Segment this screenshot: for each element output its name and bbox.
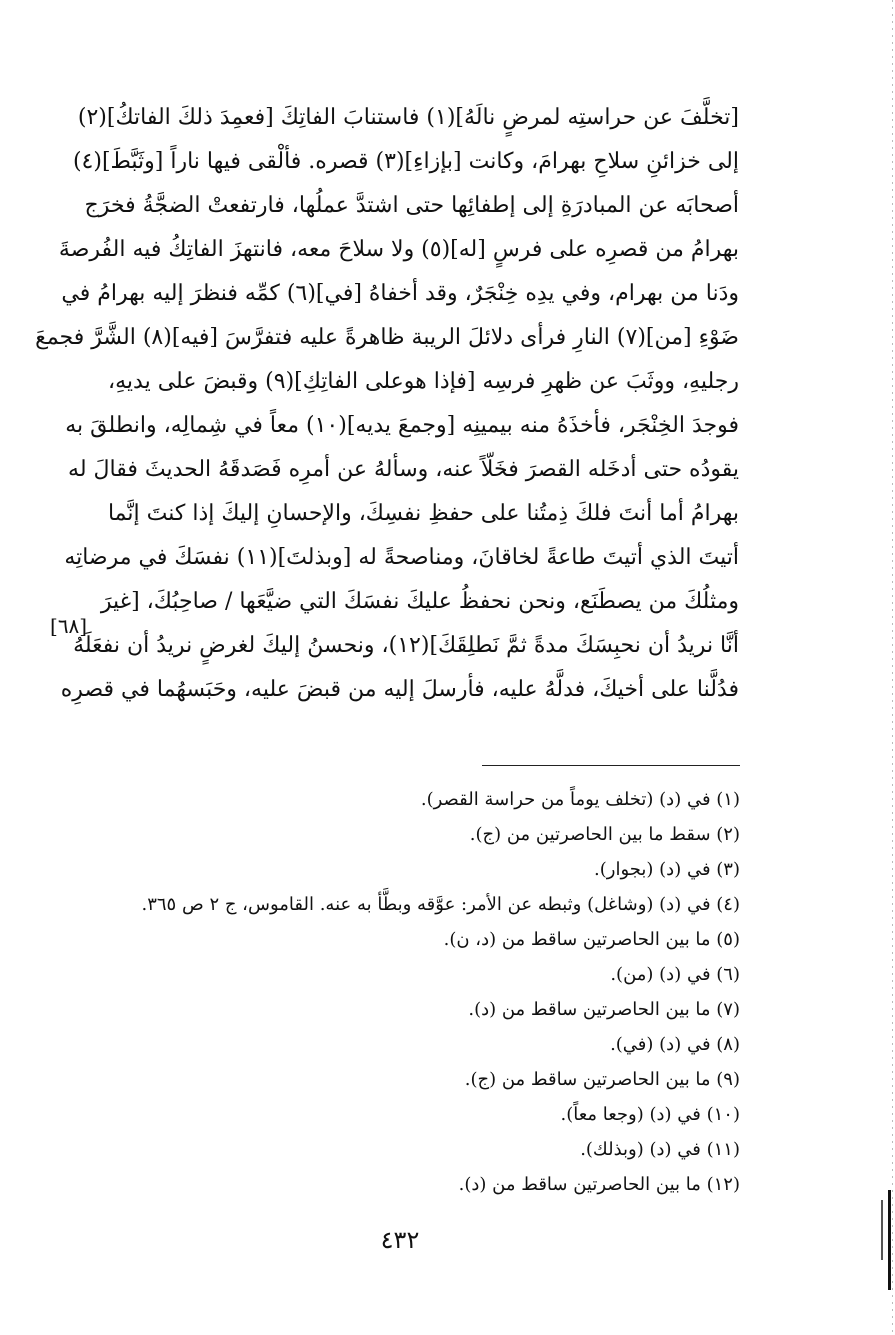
footnote: (١) في (د) (تخلف يوماً من حراسة القصر).: [420, 789, 740, 810]
footnote: (٢) سقط ما بين الحاصرتين من (ج).: [469, 824, 740, 845]
footnote: (٤) في (د) (وشاغل) وثبطه عن الأمر: عوَّقه وبطَّأ به عنه. القاموس، ج ٢ ص ٣٦٥.: [141, 894, 740, 915]
footnote-divider: [482, 765, 740, 766]
text-line: أصحابَه عن المبادرَةِ إلى إطفائِها حتى اشتدَّ عملُها، فارتفعتْ الضجَّةُ فخرَج: [84, 193, 739, 218]
footnote: (٩) ما بين الحاصرتين ساقط من (ج).: [464, 1069, 740, 1090]
text-line: بهرامُ من قصرِه على فرسٍ [له](٥) ولا سلاحَ معه، فانتهزَ الفاتِكُ فيه الفُرصةَ: [58, 237, 739, 262]
text-line: رجليهِ، ووثَبَ عن ظهرِ فرسِه [فإذا هوعلى الفاتِكِ](٩) وقبضَ على يديهِ،: [108, 369, 739, 394]
scan-edge-mark: [888, 1190, 891, 1290]
text-line: بهرامُ أما أنتَ فلكَ ذِمتُنا على حفظِ نفسِكَ، والإحسانِ إليكَ إذا كنتَ إنَّما: [107, 501, 739, 526]
footnote: (٣) في (د) (بجوار).: [594, 859, 740, 880]
footnote: (٦) في (د) (من).: [610, 964, 740, 985]
footnote: (٥) ما بين الحاصرتين ساقط من (د، ن).: [443, 929, 740, 950]
manuscript-folio-marker: [٦٨]: [50, 614, 88, 638]
text-line: ضَوْءِ [من](٧) النارِ فرأى دلائلَ الريبة ظاهرةً عليه فتفرَّسَ [فيه](٨) الشَّرَّ فجمعَ: [35, 325, 739, 350]
text-line: ومثلُكَ من يصطَنَع، ونحن نحفظُ عليكَ نفسَكَ التي ضيَّعَها / صاحِبُكَ، [غيرَ: [100, 589, 739, 614]
text-line: فوجدَ الخِنْجَر، فأخذَهُ منه بيمينِه [وجمعَ يديه](١٠) معاً في شِمالِه، وانطلقَ به: [65, 413, 739, 438]
text-line: ودَنا من بهرام، وفي يدِه خِنْجَرٌ، وقد أخفاهُ [في](٦) كمِّه فنظرَ إليه بهرامُ في: [61, 281, 739, 306]
text-line: [تخلَّفَ عن حراستِه لمرضٍ نالَهُ](١) فاستنابَ الفاتِكَ [فعمِدَ ذلكَ الفاتكُ](٢): [77, 105, 739, 130]
footnote: (٨) في (د) (في).: [610, 1034, 740, 1055]
footnote: (١٠) في (د) (وجعا معاً).: [560, 1104, 740, 1125]
footnotes: [40, 782, 740, 1202]
text-line: يقودُه حتى أدخَله القصرَ فخَلّاً عنه، وسألهُ عن أمرِه فَصَدقَهُ الحديثَ فقالَ له: [68, 457, 739, 482]
text-line: إلى خزائنِ سلاحِ بهرامَ، وكانت [بإزاءِ](٣) قصره. فألْقى فيها ناراً [وثَبَّطَ](٤): [72, 149, 739, 174]
text-line: فدُلَّنا على أخيكَ، فدلَّهُ عليه، فأرسلَ إليه من قبضَ عليه، وحَبَسهُما في قصرِه: [60, 677, 739, 702]
footnote: (١١) في (د) (وبذلك).: [580, 1139, 740, 1160]
scan-edge-dots: [892, 0, 893, 1335]
scan-edge-mark: [881, 1200, 883, 1260]
page-number: ٤٣٢: [380, 1226, 420, 1254]
text-line: أنَّا نريدُ أن نحبِسَكَ مدةً ثمَّ نَطلِقَكَ](١٢)، ونحسنُ إليكَ لغرضٍ نريدُ أن نفعَلَهُ: [73, 633, 739, 658]
text-line: أتيتَ الذي أتيتَ طاعةً لخاقانَ، ومناصحةً له [وبذلتَ](١١) نفسَكَ في مرضاتِه: [64, 545, 739, 570]
footnote: (٧) ما بين الحاصرتين ساقط من (د).: [468, 999, 740, 1020]
footnote: (١٢) ما بين الحاصرتين ساقط من (د).: [458, 1174, 740, 1195]
